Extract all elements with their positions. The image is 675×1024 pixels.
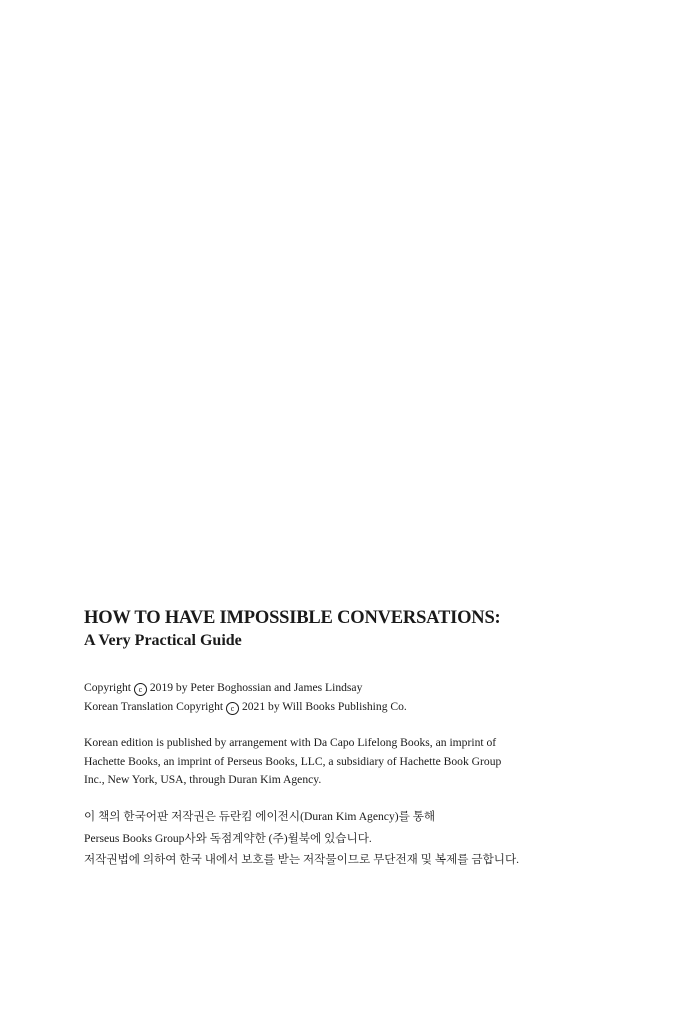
edition-line: Hachette Books, an imprint of Perseus Books, LLC, a subsidiary of Hachette Book Group — [84, 754, 502, 768]
copyright-original-prefix: Copyright — [84, 681, 132, 694]
copyright-block — [84, 679, 554, 716]
copyright-translation-suffix: 2021 by Will Books Publishing Co. — [241, 699, 407, 713]
korean-notice-line: 저작권법에 의하여 한국 내에서 보호를 받는 저작물이므로 무단전재 및 복제를 금합니다. — [84, 853, 520, 866]
copyright-translation-prefix: Korean Translation Copyright — [84, 699, 224, 713]
copyright-original — [84, 679, 554, 698]
edition-line: Inc., New York, USA, through Duran Kim Agency. — [84, 773, 322, 786]
book-subtitle: A Very Practical Guide — [84, 632, 242, 649]
korean-notice-line: 이 책의 한국어판 저작권은 듀란킴 에이전시(Duran Kim Agency)를 통해 — [84, 810, 436, 823]
edition-notice — [84, 734, 554, 790]
copyright-translation — [84, 698, 554, 717]
book-title: HOW TO HAVE IMPOSSIBLE CONVERSATIONS: — [84, 608, 501, 628]
korean-rights-notice — [84, 806, 554, 871]
copyright-symbol-icon: c — [134, 683, 147, 696]
copyright-original-suffix: 2019 by Peter Boghossian and James Lindsay — [149, 681, 363, 694]
korean-notice-line: Perseus Books Group사와 독점계약한 (주)윌북에 있습니다. — [84, 831, 372, 845]
book-title-block — [84, 606, 554, 652]
copyright-symbol-icon: c — [226, 702, 239, 715]
edition-line: Korean edition is published by arrangement with Da Capo Lifelong Books, an imprint of — [84, 736, 497, 749]
